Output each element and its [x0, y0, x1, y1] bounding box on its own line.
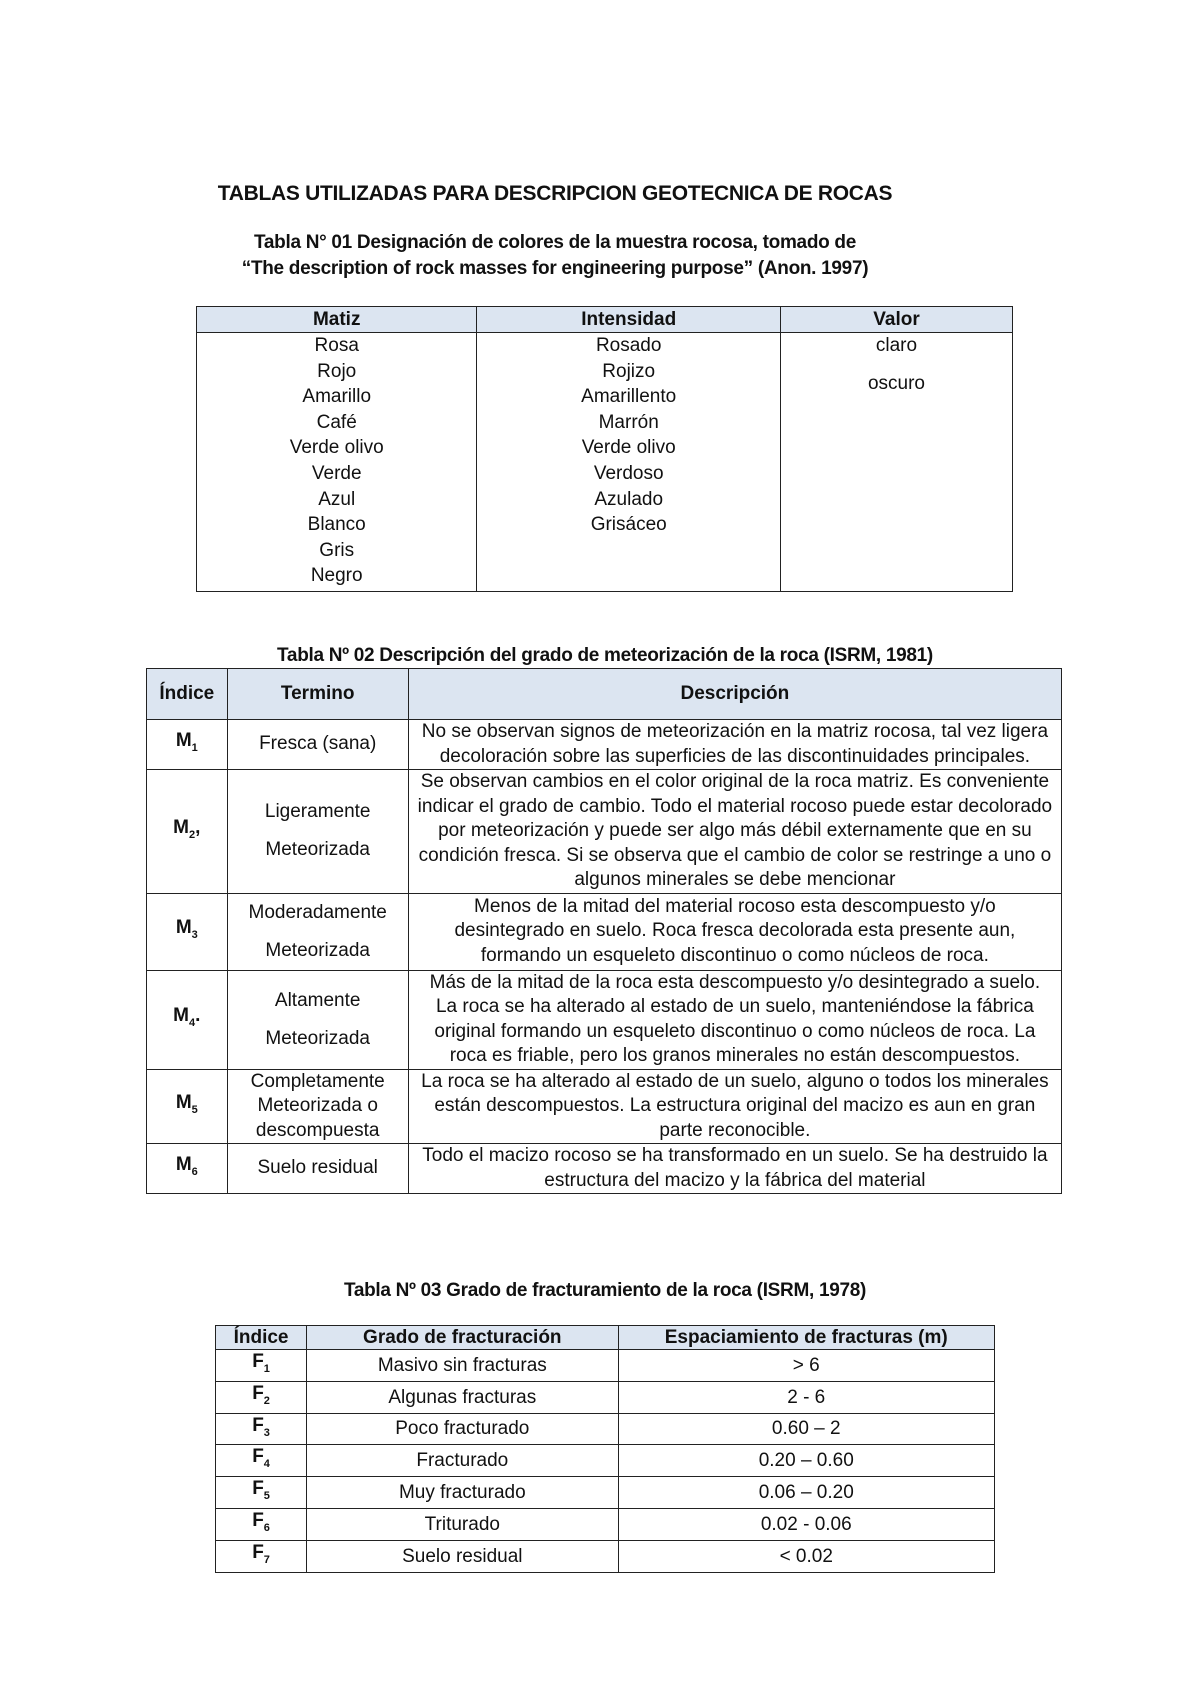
- index-letter: M: [175, 1153, 192, 1175]
- index-subscript: 6: [263, 1521, 270, 1534]
- table-row: [216, 1413, 995, 1445]
- header-termino: Termino: [227, 669, 408, 720]
- index-cell: [147, 720, 228, 770]
- table-row: [216, 1508, 995, 1540]
- matiz-item: Amarillo: [302, 386, 372, 408]
- index-suffix: ,: [195, 816, 201, 838]
- matiz-item: Verde olivo: [289, 437, 384, 459]
- intensidad-item: Amarillento: [581, 386, 677, 408]
- grado-cell: Fracturado: [307, 1445, 618, 1477]
- table2-caption: Tabla Nº 02 Descripción del grado de meteorización de la roca (ISRM, 1981): [277, 645, 933, 666]
- index-subscript: 1: [263, 1362, 270, 1375]
- index-letter: M: [175, 729, 192, 751]
- fracture-table: [215, 1325, 995, 1573]
- table-row: [216, 1445, 995, 1477]
- espaciamiento-cell: 0.02 - 0.06: [618, 1508, 995, 1540]
- table3-caption: Tabla Nº 03 Grado de fracturamiento de la roca (ISRM, 1978): [343, 1280, 867, 1301]
- index-letter: M: [173, 816, 189, 838]
- index-subscript: 1: [191, 741, 198, 754]
- index-letter: F: [252, 1382, 264, 1404]
- valor-claro: claro: [875, 335, 918, 356]
- intensidad-item: Rosado: [595, 335, 662, 356]
- grado-cell: Poco fracturado: [307, 1413, 618, 1445]
- table-row: [216, 1477, 995, 1509]
- index-cell: [216, 1508, 307, 1540]
- matiz-item: Blanco: [307, 514, 366, 536]
- espaciamiento-cell: 0.60 – 2: [618, 1413, 995, 1445]
- matiz-list: [197, 333, 477, 592]
- espaciamiento-cell: 0.20 – 0.60: [618, 1445, 995, 1477]
- document-title: TABLAS UTILIZADAS PARA DESCRIPCION GEOTECNICA DE ROCAS: [217, 182, 893, 205]
- table-row: [147, 720, 1062, 770]
- index-cell: [216, 1413, 307, 1445]
- grado-cell: Suelo residual: [307, 1540, 618, 1572]
- index-subscript: 3: [191, 928, 198, 941]
- term-line: descompuesta: [255, 1119, 380, 1141]
- description-cell: Se observan cambios en el color original de la roca matriz. Es conveniente indicar el grado de cambio. Todo el material rocoso puede estar decolorado por meteorización y puede ser algo más débil externamente que en su condición fresca. Si se observa que el cambio de color se restringe a uno o algunos minerales se debe mencionar: [408, 770, 1061, 894]
- table1-caption-line1: Tabla N° 01 Designación de colores de la muestra rocosa, tomado de: [254, 232, 856, 253]
- table1-caption-line2: “The description of rock masses for engineering purpose” (Anon. 1997): [241, 258, 869, 279]
- grado-cell: Triturado: [307, 1508, 618, 1540]
- term-line: Meteorizada: [265, 839, 370, 861]
- table-row: [147, 1069, 1062, 1144]
- index-letter: F: [252, 1351, 264, 1372]
- intensidad-item: Marrón: [598, 411, 659, 433]
- description-cell: La roca se ha alterado al estado de un suelo, alguno o todos los minerales están descompuestos. La estructura original del macizo es aun en gran parte reconocible.: [408, 1069, 1061, 1144]
- description-cell: Menos de la mitad del material rocoso esta descompuesto y/o desintegrado en suelo. Roca fresca decolorada esta presente aun, formando un esqueleto discontinuo o como núcleos de roca.: [408, 893, 1061, 970]
- matiz-item: Rojo: [317, 360, 357, 382]
- matiz-item: Azul: [318, 488, 356, 510]
- intensidad-item: Grisáceo: [590, 514, 667, 536]
- index-subscript: 2: [263, 1394, 270, 1407]
- term-line: Meteorizada: [265, 939, 370, 961]
- index-letter: M: [173, 1004, 189, 1026]
- matiz-item: Rosa: [314, 335, 359, 356]
- index-subscript: 7: [263, 1553, 270, 1566]
- header-intensidad: Intensidad: [477, 307, 781, 333]
- index-subscript: 5: [191, 1103, 198, 1116]
- index-cell: [147, 1144, 228, 1194]
- intensidad-item: Verdoso: [593, 462, 664, 484]
- index-letter: F: [252, 1509, 264, 1531]
- term-line: Meteorizada: [265, 1027, 370, 1049]
- table-row: [216, 1540, 995, 1572]
- index-letter: F: [252, 1478, 264, 1500]
- index-subscript: 4: [263, 1458, 270, 1471]
- index-letter: M: [175, 916, 192, 938]
- index-cell: [147, 970, 228, 1069]
- index-subscript: 5: [263, 1489, 270, 1502]
- term-line: Moderadamente: [248, 901, 387, 923]
- index-letter: M: [175, 1091, 192, 1113]
- term-cell: [227, 1144, 408, 1194]
- index-letter: F: [252, 1541, 264, 1563]
- index-subscript: 3: [263, 1426, 270, 1439]
- term-line: Altamente: [274, 989, 361, 1011]
- grado-cell: Algunas fracturas: [307, 1381, 618, 1413]
- intensidad-item: Verde olivo: [581, 437, 676, 459]
- index-letter: F: [252, 1414, 264, 1436]
- header-descripcion: Descripción: [408, 669, 1061, 720]
- table-row: [147, 1144, 1062, 1194]
- valor-list: [780, 333, 1012, 592]
- matiz-item: Gris: [319, 539, 355, 561]
- index-letter: F: [252, 1446, 264, 1468]
- matiz-item: Negro: [310, 565, 363, 587]
- espaciamiento-cell: 2 - 6: [618, 1381, 995, 1413]
- grado-cell: Muy fracturado: [307, 1477, 618, 1509]
- table-row: [147, 970, 1062, 1069]
- term-line: Suelo residual: [257, 1157, 378, 1179]
- index-cell: [147, 1069, 228, 1144]
- term-cell: [227, 893, 408, 970]
- table-row: [147, 770, 1062, 894]
- term-line: Fresca (sana): [259, 733, 377, 755]
- description-cell: Más de la mitad de la roca esta descompuesto y/o desintegrado a suelo. La roca se ha alterado al estado de un suelo, manteniéndose la fábrica original formando un esqueleto discontinuo o como núcleos de roca. La roca es friable, pero los granos minerales no están descompuestos.: [408, 970, 1061, 1069]
- table-row: [216, 1381, 995, 1413]
- description-cell: Todo el macizo rocoso se ha transformado en un suelo. Se ha destruido la estructura del macizo y la fábrica del material: [408, 1144, 1061, 1194]
- index-cell: [147, 770, 228, 894]
- index-cell: [216, 1445, 307, 1477]
- table-row: [147, 893, 1062, 970]
- term-cell: [227, 970, 408, 1069]
- color-table: [196, 306, 1013, 592]
- header-indice: Índice: [216, 1326, 307, 1350]
- index-cell: [147, 893, 228, 970]
- index-subscript: 2: [189, 828, 196, 841]
- term-line: Meteorizada o: [257, 1095, 378, 1116]
- index-cell: [216, 1381, 307, 1413]
- espaciamiento-cell: < 0.02: [618, 1540, 995, 1572]
- matiz-item: Café: [316, 411, 357, 433]
- intensidad-item: Azulado: [594, 488, 664, 510]
- weathering-table: [146, 668, 1062, 1194]
- term-cell: [227, 720, 408, 770]
- term-line: Ligeramente: [264, 801, 371, 823]
- valor-oscuro: oscuro: [867, 372, 925, 394]
- intensidad-list: [477, 333, 781, 592]
- index-cell: [216, 1540, 307, 1572]
- index-suffix: .: [195, 1004, 201, 1026]
- term-cell: [227, 1069, 408, 1144]
- espaciamiento-cell: > 6: [618, 1350, 995, 1382]
- header-valor: Valor: [780, 307, 1012, 333]
- index-subscript: 4: [189, 1016, 196, 1029]
- header-matiz: Matiz: [197, 307, 477, 333]
- index-cell: [216, 1477, 307, 1509]
- header-espaciamiento: Espaciamiento de fracturas (m): [618, 1326, 995, 1350]
- description-cell: No se observan signos de meteorización en la matriz rocosa, tal vez ligera decoloración sobre las superficies de las discontinuidades principales.: [408, 720, 1061, 770]
- header-indice: Índice: [147, 669, 228, 720]
- grado-cell: Masivo sin fracturas: [307, 1350, 618, 1382]
- intensidad-item: Rojizo: [602, 360, 656, 382]
- term-cell: [227, 770, 408, 894]
- term-line: Completamente: [250, 1070, 385, 1092]
- index-subscript: 6: [191, 1165, 198, 1178]
- matiz-item: Verde: [311, 462, 362, 484]
- index-cell: [216, 1350, 307, 1382]
- espaciamiento-cell: 0.06 – 0.20: [618, 1477, 995, 1509]
- table-row: [216, 1350, 995, 1382]
- header-grado: Grado de fracturación: [307, 1326, 618, 1350]
